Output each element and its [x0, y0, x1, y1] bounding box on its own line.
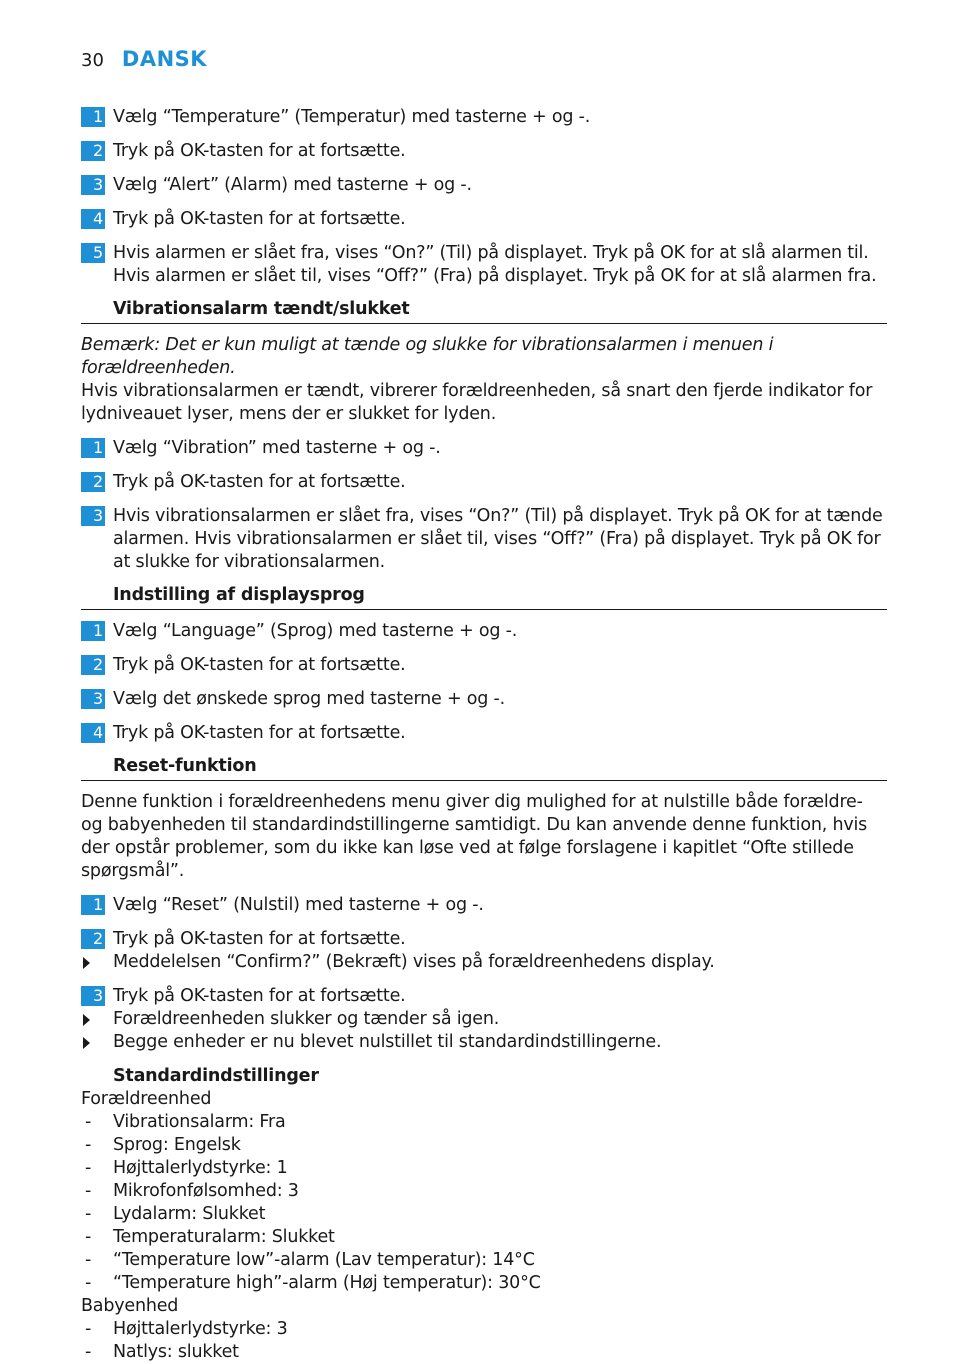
step-text: Tryk på OK-tasten for at fortsætte. [113, 141, 406, 161]
step-text: Tryk på OK-tasten for at fortsætte. [113, 986, 406, 1006]
step-number: 3 [81, 506, 105, 526]
result-arrow-icon [83, 1014, 90, 1026]
step-number: 2 [81, 655, 105, 675]
list-item: - Vibrationsalarm: Fra [81, 1111, 887, 1134]
result-item [81, 951, 887, 974]
step-item [81, 688, 887, 711]
step-item [81, 140, 887, 163]
list-item: - “Temperature high”-alarm (Høj temperatur): 30°C [81, 1272, 887, 1295]
note-text: Bemærk: Det er kun muligt at tænde og slukke for vibrationsalarmen i menuen i forældreenheden. [81, 335, 774, 378]
step-item [81, 654, 887, 677]
step-number: 1 [81, 438, 105, 458]
step-number: 3 [81, 986, 105, 1006]
list-item: - Lydalarm: Slukket [81, 1203, 887, 1226]
step-item [81, 106, 887, 129]
result-text: Forældreenheden slukker og tænder så igen. [113, 1009, 500, 1029]
step-number: 2 [81, 141, 105, 161]
step-number: 5 [81, 243, 105, 263]
step-text: Vælg “Alert” (Alarm) med tasterne + og -. [113, 175, 472, 195]
step-text: Vælg “Reset” (Nulstil) med tasterne + og -. [113, 895, 484, 915]
list-item: - Højttalerlydstyrke: 1 [81, 1157, 887, 1180]
step-item [81, 894, 887, 917]
step-number: 4 [81, 723, 105, 743]
step-item [81, 505, 887, 574]
section-heading-reset: Reset-funktion [81, 755, 887, 781]
step-text: Tryk på OK-tasten for at fortsætte. [113, 472, 406, 492]
result-text: Meddelelsen “Confirm?” (Bekræft) vises på forældreenhedens display. [113, 952, 715, 972]
page-content [81, 106, 887, 1364]
section-heading-vibration: Vibrationsalarm tændt/slukket [81, 298, 887, 324]
step-text: Hvis alarmen er slået fra, vises “On?” (Til) på displayet. Tryk på OK for at slå alarmen til. Hvis alarmen er slået til, vises “Off?” (Fra) på displayet. Tryk på OK for at slå alarmen fra. [113, 243, 877, 286]
result-arrow-icon [83, 1037, 90, 1049]
step-text: Hvis vibrationsalarmen er slået fra, vises “On?” (Til) på displayet. Tryk på OK for at tænde alarmen. Hvis vibrationsalarmen er slået til, vises “Off?” (Fra) på displayet. Tryk på OK for at slukke for vibrationsalarmen. [113, 506, 883, 572]
step-number: 3 [81, 175, 105, 195]
step-number: 1 [81, 107, 105, 127]
baby-unit-label: Babyenhed [81, 1296, 179, 1316]
step-number: 2 [81, 472, 105, 492]
page-number: 30 [81, 50, 104, 71]
step-item [81, 471, 887, 494]
step-text: Vælg det ønskede sprog med tasterne + og -. [113, 689, 506, 709]
step-number: 2 [81, 929, 105, 949]
parent-unit-label: Forældreenhed [81, 1089, 212, 1109]
step-item [81, 437, 887, 460]
step-text: Vælg “Vibration” med tasterne + og -. [113, 438, 441, 458]
section-heading-language: Indstilling af displaysprog [81, 584, 887, 610]
step-item [81, 174, 887, 197]
step-number: 1 [81, 895, 105, 915]
step-text: Tryk på OK-tasten for at fortsætte. [113, 209, 406, 229]
section-heading-defaults: Standardindstillinger [113, 1066, 319, 1086]
step-text: Tryk på OK-tasten for at fortsætte. [113, 655, 406, 675]
page-header [81, 47, 207, 75]
list-item: - Højttalerlydstyrke: 3 [81, 1318, 887, 1341]
list-item: - “Temperature low”-alarm (Lav temperatur): 14°C [81, 1249, 887, 1272]
list-item: - Sprog: Engelsk [81, 1134, 887, 1157]
step-text: Vælg “Language” (Sprog) med tasterne + og -. [113, 621, 518, 641]
list-item: - Natlys: slukket [81, 1341, 887, 1364]
step-text: Vælg “Temperature” (Temperatur) med tasterne + og -. [113, 107, 591, 127]
step-number: 1 [81, 621, 105, 641]
step-item [81, 208, 887, 231]
step-number: 4 [81, 209, 105, 229]
result-item [81, 1031, 887, 1054]
step-text: Tryk på OK-tasten for at fortsætte. [113, 929, 406, 949]
result-arrow-icon [83, 957, 90, 969]
step-item [81, 620, 887, 643]
step-item [81, 928, 887, 951]
step-item [81, 722, 887, 745]
step-number: 3 [81, 689, 105, 709]
step-text: Tryk på OK-tasten for at fortsætte. [113, 723, 406, 743]
list-item: - Temperaturalarm: Slukket [81, 1226, 887, 1249]
list-item: - Mikrofonfølsomhed: 3 [81, 1180, 887, 1203]
step-item [81, 242, 887, 288]
step-item [81, 985, 887, 1008]
language-title: DANSK [121, 47, 208, 71]
paragraph: Denne funktion i forældreenhedens menu giver dig mulighed for at nulstille både forældre- og babyenheden til standardindstillingerne samtidigt. Du kan anvende denne funktion, hvis der opstår problemer, som du ikke kan løse ved at følge forslagene i kapitlet “Ofte stillede spørgsmål”. [81, 792, 868, 881]
paragraph: Hvis vibrationsalarmen er tændt, vibrerer forældreenheden, så snart den fjerde indikator for lydniveauet lyser, mens der er slukket for lyden. [81, 381, 873, 424]
result-item [81, 1008, 887, 1031]
result-text: Begge enheder er nu blevet nulstillet til standardindstillingerne. [113, 1032, 662, 1052]
